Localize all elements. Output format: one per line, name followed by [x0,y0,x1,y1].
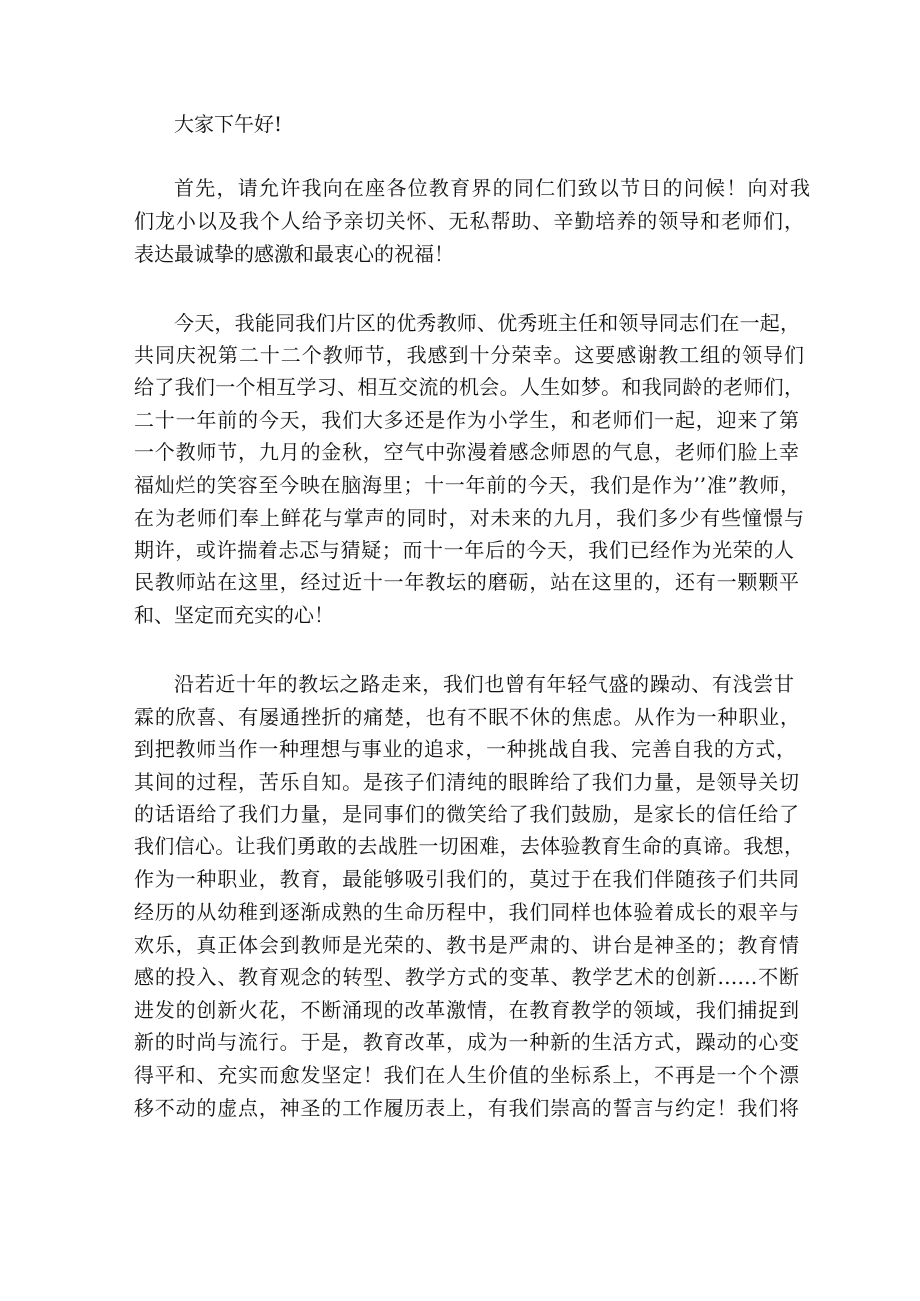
paragraph-2-line-7: 在为老师们奉上鲜花与掌声的同时，对未来的九月，我们多少有些憧憬与 [134,506,804,530]
paragraph-2-line-5: 一个教师节，九月的金秋，空气中弥漫着感念师恩的气息，老师们脸上幸 [134,440,799,464]
paragraph-3-line-9: 欢乐，真正体会到教师是光荣的、教书是严肃的、讲台是神圣的；教育情 [134,933,799,957]
paragraph-3-line-4: 其间的过程，苦乐自知。是孩子们清纯的眼眸给了我们力量，是领导关切 [134,770,799,794]
paragraph-3-line-11: 进发的创新火花，不断涌现的改革激情，在教育教学的领域，我们捕捉到 [134,998,799,1022]
greeting-line: 大家下午好! [174,112,283,136]
paragraph-3-line-10: 感的投入、教育观念的转型、教学方式的变革、教学艺术的创新……不断 [134,965,799,989]
paragraph-1-line-2: 们龙小以及我个人给予亲切关怀、无私帮助、辛勤培养的领导和老师们， [134,209,804,233]
paragraph-3-line-13: 得平和、充实而愈发坚定！我们在人生价值的坐标系上，不再是一个个漂 [134,1063,799,1087]
paragraph-3-line-14: 移不动的虚点，神圣的工作履历表上，有我们崇高的誓言与约定！我们将 [134,1096,799,1120]
paragraph-2-line-6: 福灿烂的笑容至今映在脑海里；十一年前的今天，我们是作为’’准”教师， [134,473,800,497]
paragraph-3-line-2: 霖的欣喜、有屡通挫折的痛楚，也有不眠不休的焦虑。从作为一种职业， [134,705,800,729]
paragraph-2-line-9: 民教师站在这里，经过近十一年教坛的磨砺，站在这里的，还有一颗颗平 [134,570,799,594]
paragraph-2-line-10: 和、坚定而充实的心！ [134,603,334,627]
paragraph-3-line-8: 经历的从幼稚到逐渐成熟的生命历程中，我们同样也体验着成长的艰辛与 [134,900,799,924]
paragraph-3-line-12: 新的时尚与流行。于是，教育改革，成为一种新的生活方式，躁动的心变 [134,1030,799,1054]
paragraph-3-line-5: 的话语给了我们力量，是同事们的微笑给了我们鼓励，是家长的信任给了 [134,802,799,826]
paragraph-2-line-4: 二十一年前的今天，我们大多还是作为小学生，和老师们一起，迎来了第 [134,408,799,432]
paragraph-1-line-3: 表达最诚挚的感激和最衷心的祝福！ [134,242,454,266]
paragraph-3-line-3: 到把教师当作一种理想与事业的追求，一种挑战自我、完善自我的方式， [134,737,796,761]
paragraph-1-line-1: 首先，请允许我向在座各位教育界的同仁们致以节日的问候！向对我 [174,176,810,200]
paragraph-2-line-1: 今天，我能同我们片区的优秀教师、优秀班主任和领导同志们在一起， [174,311,800,335]
paragraph-2-line-8: 期许，或许揣着忐忑与猜疑；而十一年后的今天，我们已经作为光荣的人 [134,538,794,562]
paragraph-3-line-7: 作为一种职业，教育，最能够吸引我们的，莫过于在我们伴随孩子们共同 [134,867,799,891]
paragraph-3-line-6: 我们信心。让我们勇敢的去战胜一切困难，去体验教育生命的真谛。我想， [134,834,804,858]
paragraph-2-line-3: 给了我们一个相互学习、相互交流的机会。人生如梦。和我同龄的老师们， [134,375,804,399]
paragraph-2-line-2: 共同庆祝第二十二个教师节，我感到十分荣幸。这要感谢教工组的领导们 [134,343,804,367]
paragraph-3-line-1: 沿若近十年的教坛之路走来，我们也曾有年轻气盛的躁动、有浅尝甘 [174,672,794,696]
